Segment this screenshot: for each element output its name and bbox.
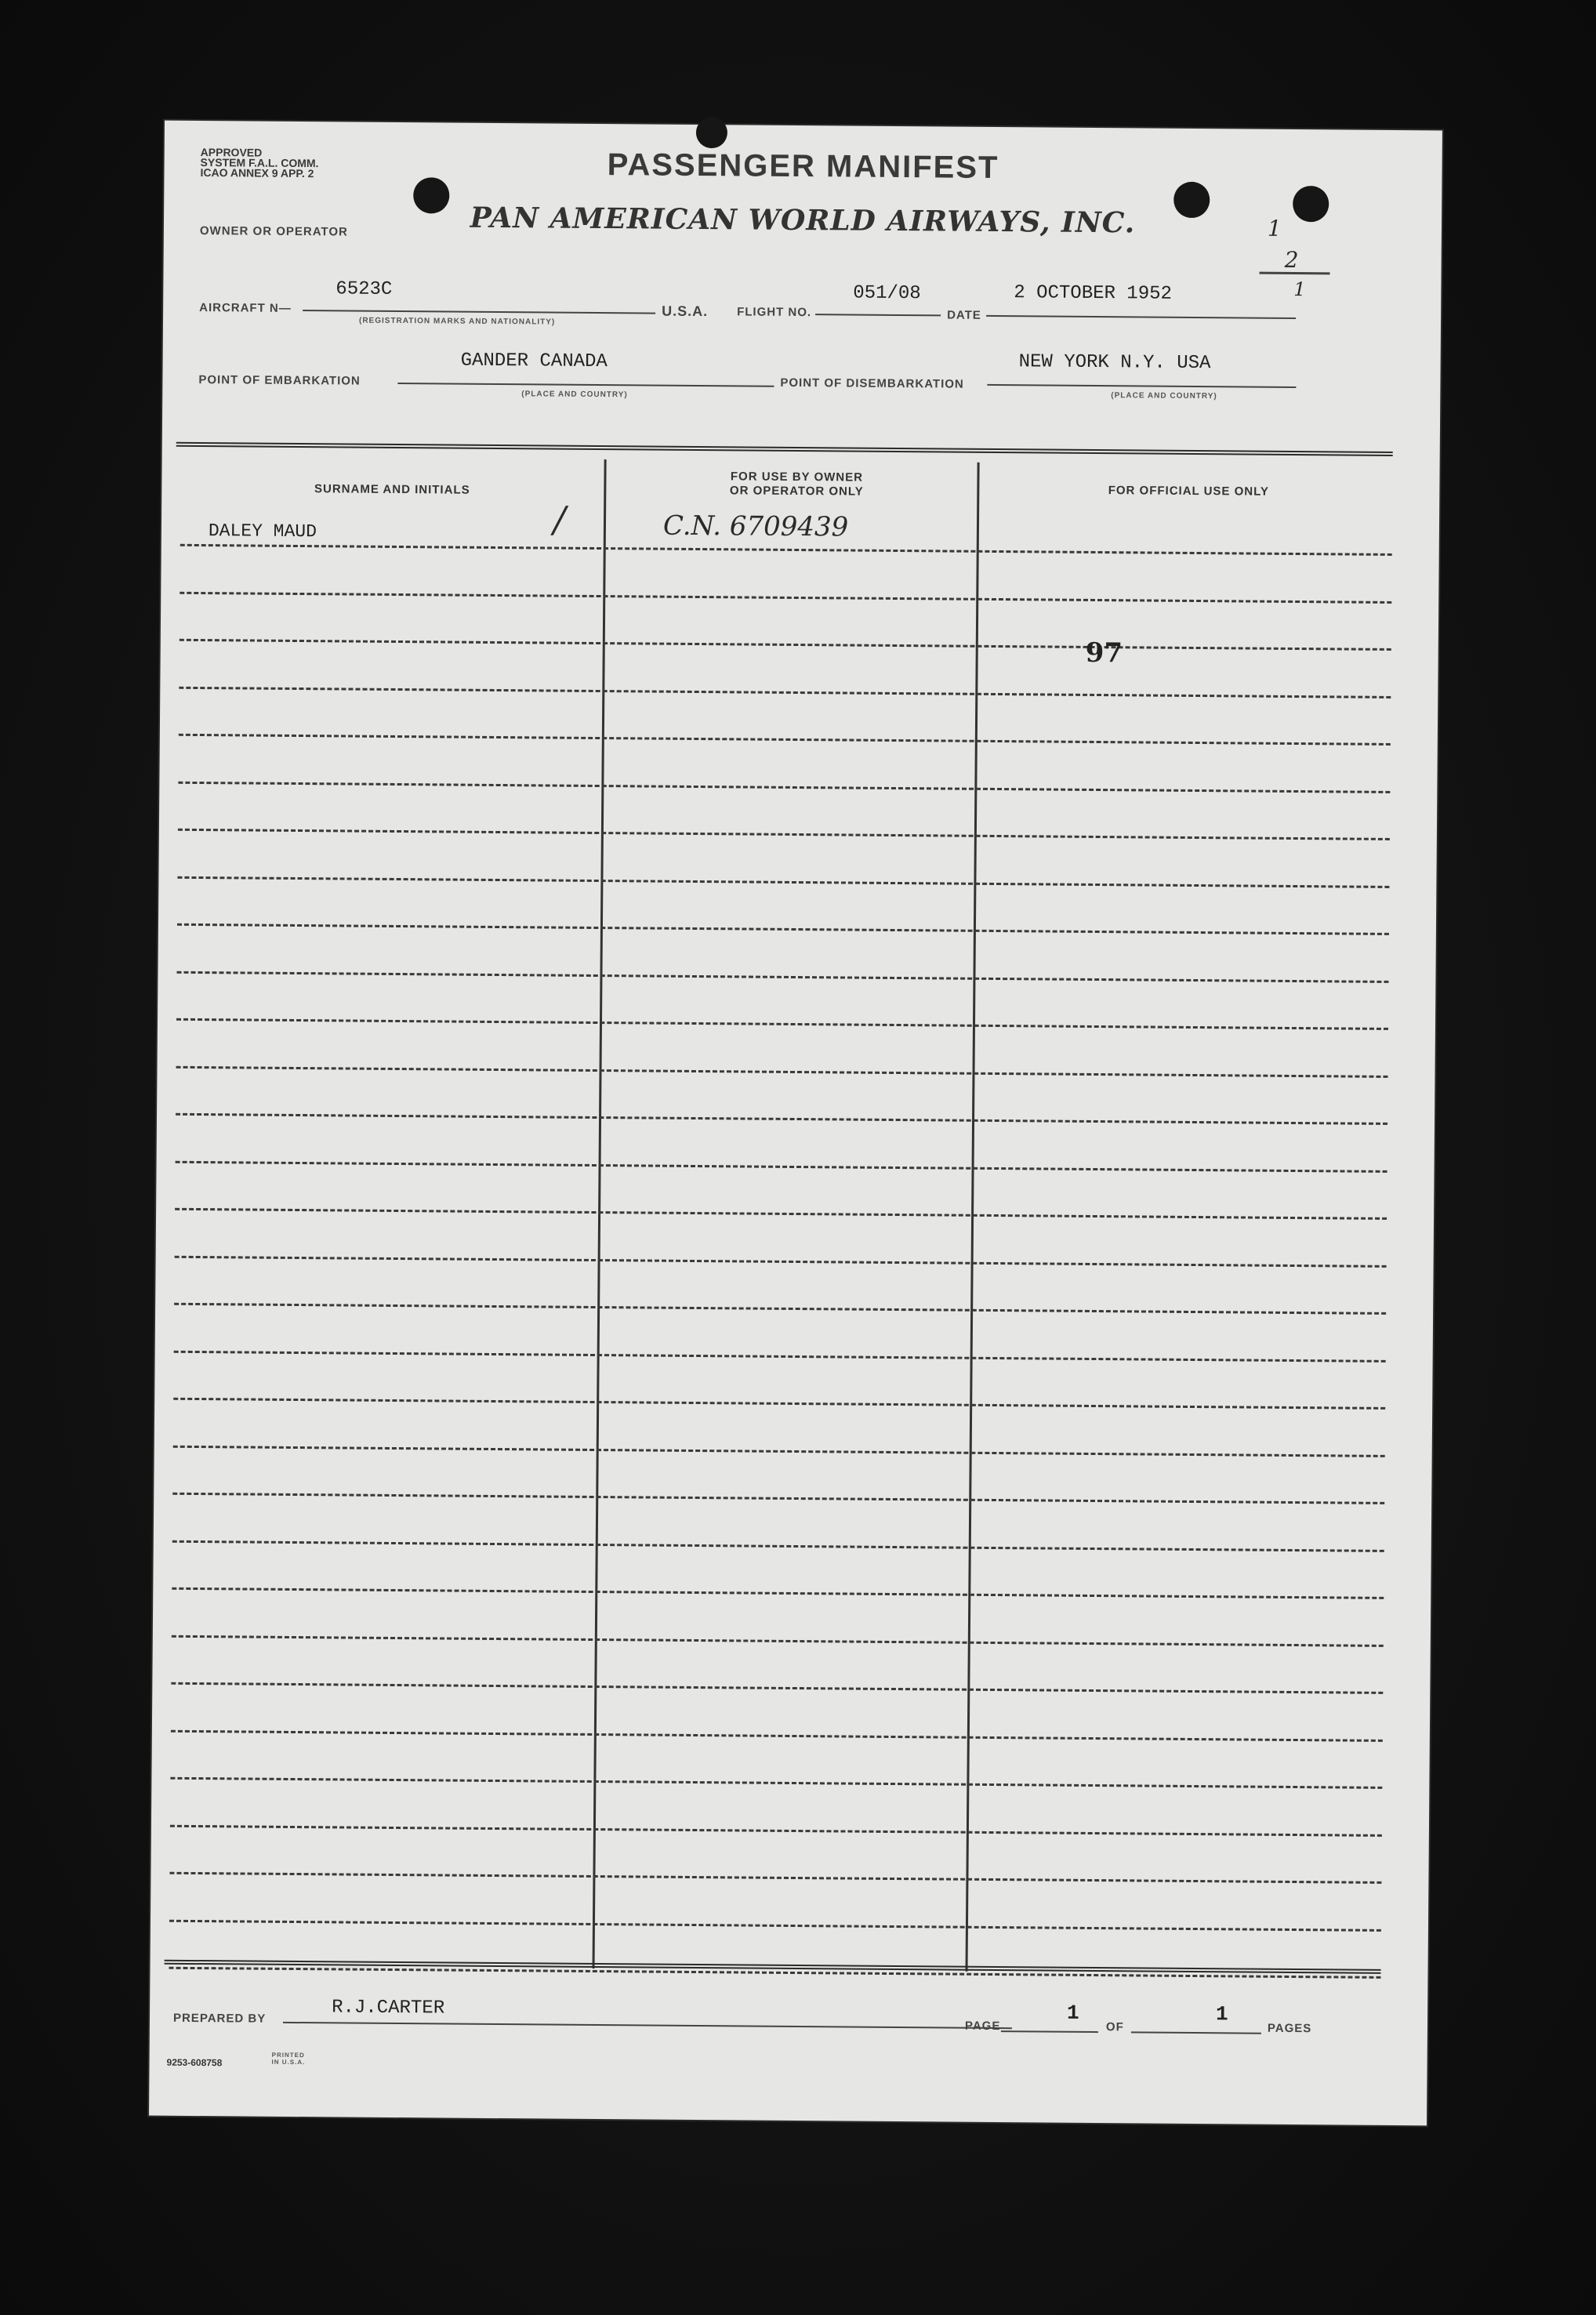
form-code: 9253-608758 [166,2056,223,2069]
row-rule [169,1872,1381,1884]
row-rule [174,1303,1386,1315]
row-rule [176,1065,1388,1077]
row-rule [177,876,1389,887]
embarkation-value: GANDER CANADA [460,350,608,373]
row-rule [176,971,1388,982]
corner-mark: 2 [1284,246,1299,274]
row-rule [176,1160,1387,1172]
corner-mark-underline [1260,272,1330,275]
row-rule [172,1493,1384,1504]
approval-line: SYSTEM F.A.L. COMM. [200,155,319,170]
flight-underline [815,314,941,316]
column-header-owner-use: FOR USE BY OWNER OR OPERATOR ONLY [729,470,864,499]
date-label: DATE [947,308,981,322]
row-rule [172,1587,1384,1599]
disembarkation-value: NEW YORK N.Y. USA [1018,351,1211,375]
approval-line: APPROVED [200,145,263,159]
owner-label: OWNER OR OPERATOR [199,223,348,239]
aircraft-label: AIRCRAFT N— [199,300,292,315]
prepared-value: R.J.CARTER [332,1997,445,2019]
prepared-underline [283,2022,1012,2029]
row-rule [169,1919,1381,1931]
row-rule [171,1682,1383,1694]
date-underline [986,315,1296,319]
of-label: OF [1105,2020,1124,2034]
manifest-sheet [149,121,1442,2126]
airline-name: PAN AMERICAN WORLD AIRWAYS, INC. [470,201,1136,240]
pages-label: PAGES [1267,2021,1312,2036]
aircraft-sublabel: (REGISTRATION MARKS AND NATIONALITY) [358,316,556,327]
row-rule [177,923,1389,935]
flight-label: FLIGHT NO. [737,305,812,320]
page-label: PAGE [964,2019,1001,2034]
column-header-official-use: FOR OFFICIAL USE ONLY [1108,484,1270,499]
owner-note: C.N. 6709439 [662,510,849,543]
country-label: U.S.A. [662,303,709,320]
punch-hole-center [696,117,727,148]
of-underline [1131,2031,1261,2034]
corner-mark: 1 [1267,215,1282,241]
row-rule [175,1208,1387,1220]
row-rule [176,1113,1387,1125]
disembarkation-sublabel: (PLACE AND COUNTRY) [1111,391,1217,401]
column-separator [966,463,980,1972]
of-value: 1 [1215,2002,1228,2027]
row-rule [173,1445,1385,1457]
date-value: 2 OCTOBER 1952 [1014,282,1173,305]
row-rule [171,1729,1383,1741]
row-rule [172,1540,1384,1551]
approval-line: ICAO ANNEX 9 APP. 2 [200,165,314,180]
row-rule [178,829,1390,840]
printed-mark: PRINTED IN U.S.A. [271,2051,306,2066]
page-underline [1001,2030,1098,2033]
page-value: 1 [1066,2001,1079,2025]
row-rule [173,1398,1385,1410]
embarkation-sublabel: (PLACE AND COUNTRY) [521,390,628,400]
row-rule [178,781,1390,793]
row-rule [174,1350,1386,1362]
embarkation-label: POINT OF EMBARKATION [198,372,361,388]
row-rule [172,1635,1384,1646]
row-rule [170,1777,1382,1789]
column-header-surname: SURNAME AND INITIALS [314,482,470,497]
row-rule [176,1018,1388,1030]
disembarkation-underline [987,384,1296,388]
disembarkation-label: POINT OF DISEMBARKATION [780,376,964,391]
passenger-tick: / [553,498,566,541]
document-title: PASSENGER MANIFEST [607,147,999,185]
corner-mark: 1 [1293,278,1306,301]
flight-value: 051/08 [853,282,921,305]
row-rule [180,544,1392,556]
aircraft-underline [303,310,655,314]
row-rule [175,1255,1387,1267]
row-rule [179,734,1391,746]
official-number: 97 [1085,637,1123,669]
column-separator [593,459,607,1968]
prepared-label: PREPARED BY [172,2011,267,2026]
row-rule [180,591,1391,603]
aircraft-value: 6523C [336,278,393,300]
row-rule [179,686,1391,698]
row-rule [170,1824,1382,1836]
row-rule [180,639,1391,651]
passenger-name: DALEY MAUD [208,521,317,542]
table-top-rule [176,442,1393,456]
embarkation-underline [397,383,774,387]
